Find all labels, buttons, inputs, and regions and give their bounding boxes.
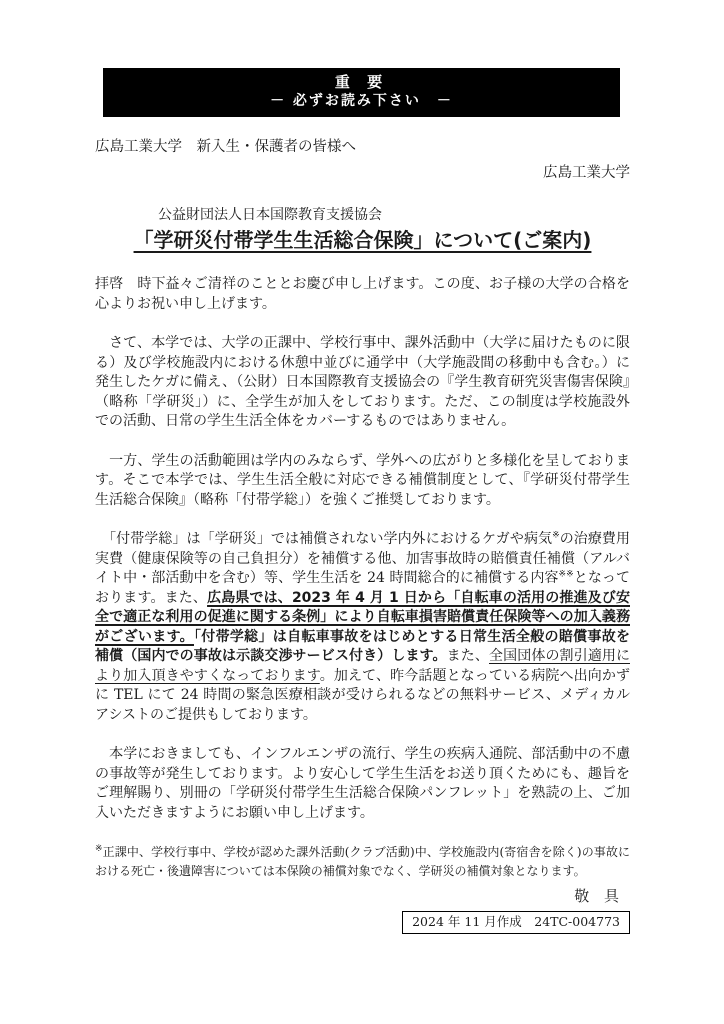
text-segment-sup: ※※ <box>558 569 574 580</box>
paragraph <box>95 530 630 725</box>
sender-line: 広島工業大学 <box>543 165 630 181</box>
paragraph <box>95 334 630 432</box>
banner-title: 重 要 <box>334 73 389 91</box>
text-segment: 「付帯学総」は「学研災」では補償されない学内外におけるケガや病気 <box>95 531 553 547</box>
text-segment: の治療費用実費（健康保険等の自己負担分）を補償する他、加害事故時の賠償責任補償（アルバイト中・部活動中を含む）等、学生生活を 24 時間総合的に補償する内容 <box>95 531 631 586</box>
banner-subtitle: － 必ずお読み下さい － <box>270 93 453 109</box>
document-title <box>95 227 630 253</box>
important-notice-banner <box>103 68 620 117</box>
document-title-text: 「学研災付帯学生生活総合保険」について(ご案内) <box>133 228 592 252</box>
footnote <box>95 843 630 881</box>
text-segment: さて、本学では、大学の正課中、学校行事中、課外活動中（大学に届けたものに限る）及び学校施設内における休憩中並びに通学中（大学施設間の移動中も含む。）に発生したケガに備え、（公財）日本国際教育支援協会の『学生教育研究災害傷害保険』（略称「学研災」）に、全学生が加入をしております。ただ、この制度は学校施設外での活動、日常の学生生活全体をカバーするものではありません。 <box>95 335 630 429</box>
text-segment-u: 全国団体の割引適用により加入頂きやすくなっております <box>95 648 630 684</box>
paragraph <box>95 452 630 511</box>
text-segment-sup: ※ <box>552 530 560 541</box>
text-segment: 一方、学生の活動範囲は学内のみならず、学外への広がりと多様化を呈しております。そこで本学では、学生生活全般に対応できる補償制度として、『学研災付帯学生生活総合保険』（略称「付帯学総」）を強くご推奨しております。 <box>95 452 630 508</box>
text-segment-bu: 広島県では、2023 年 4 月 1 日から「自転車の活用の推進及び安全で適正な利用の促進に関する条例」により自転車損害賠償責任保険等への加入義務がございます。 <box>95 589 630 645</box>
text-segment: 。加えて、昨今話題となっている病院へ出向かずに TEL にて 24 時間の緊急医療相談が受けられるなどの無料サービス、メディカルアシストのご提供もしております。 <box>95 667 630 723</box>
text-segment: 本学におきましても、インフルエンザの流行、学生の疾病入通院、部活動中の不慮の事故等が発生しております。より安心して学生生活をお送り頂くためにも、趣旨をご理解賜り、別冊の「学研災付帯学生生活総合保険パンフレット」を熟読の上、ご加入いただきますようにお願い申し上げます。 <box>95 746 630 821</box>
text-segment: となっております。また、 <box>95 570 630 606</box>
paragraph <box>95 275 630 314</box>
closing-word: 敬 具 <box>574 887 624 905</box>
doc-number-box: 2024 年 11 月作成 24TC-004773 <box>402 911 630 934</box>
text-segment: また、 <box>446 648 489 664</box>
text-segment: 拝啓 時下益々ご清祥のこととお慶び申し上げます。この度、お子様の大学の合格を心よりお祝い申し上げます。 <box>95 276 630 312</box>
body-paragraphs <box>95 275 630 823</box>
text-segment-b: 「付帯学総」は自転車事故をはじめとする日常生活全般の賠償事故を補償（国内での事故は示談交渉サービス付き）します。 <box>95 628 630 664</box>
footnote-text: 正課中、学校行事中、学校が認めた課外活動(クラブ活動)中、学校施設内(寄宿舎を除く)の事故における死亡・後遺障害については本保険の補償対象でなく、学研災の補償対象となります。 <box>95 845 631 878</box>
footnote-marker: ※ <box>95 844 103 854</box>
paragraph <box>95 745 630 823</box>
addressee-line: 広島工業大学 新入生・保護者の皆様へ <box>95 139 356 155</box>
association-name: 公益財団法人日本国際教育支援協会 <box>158 207 382 223</box>
doc-number-row <box>95 911 630 934</box>
